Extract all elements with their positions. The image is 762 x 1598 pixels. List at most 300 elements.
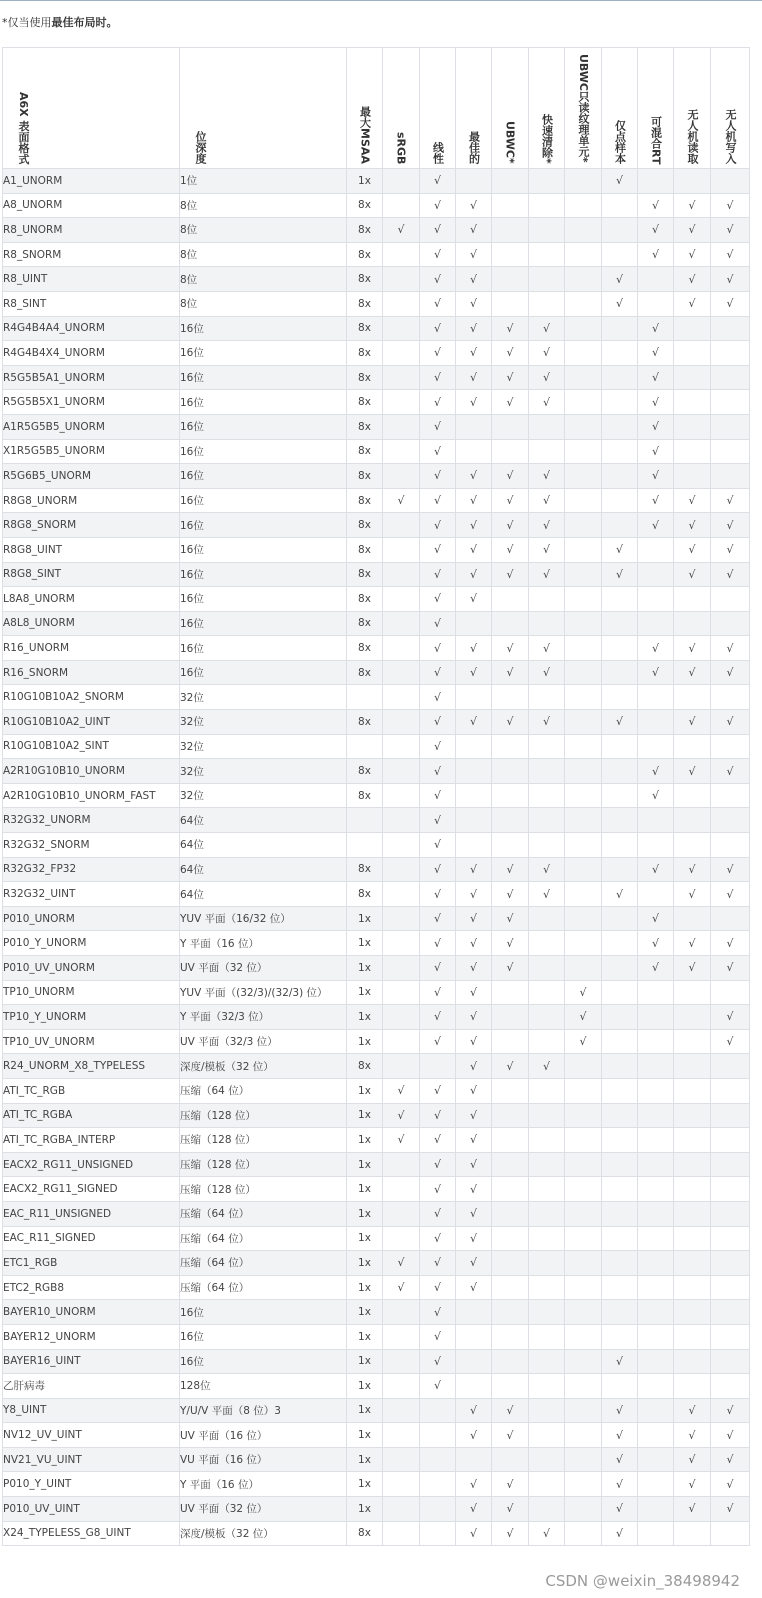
check-cell (492, 1128, 529, 1153)
check-mark-icon: √ (433, 862, 441, 876)
check-cell (674, 734, 711, 759)
format-name-cell: BAYER12_UNORM (3, 1324, 180, 1349)
check-mark-icon: √ (433, 616, 441, 630)
check-mark-icon: √ (433, 297, 441, 311)
check-mark-icon: √ (506, 1059, 514, 1073)
check-cell (638, 1152, 674, 1177)
check-cell (638, 169, 674, 194)
check-mark-icon: √ (726, 223, 734, 237)
max-msaa-cell (347, 734, 383, 759)
table-row (3, 833, 750, 858)
check-mark-icon: √ (651, 395, 659, 409)
check-cell (420, 1374, 456, 1399)
bit-depth-cell: UV 平面（32/3 位） (180, 1029, 347, 1054)
check-cell (383, 1005, 420, 1030)
check-cell (602, 537, 638, 562)
check-mark-icon: √ (469, 494, 477, 508)
check-cell (602, 218, 638, 243)
check-cell (456, 1275, 492, 1300)
max-msaa-cell: 1x (347, 1128, 383, 1153)
check-cell (638, 439, 674, 464)
check-cell (602, 1398, 638, 1423)
check-cell (456, 1177, 492, 1202)
check-cell (602, 291, 638, 316)
check-cell (711, 169, 750, 194)
check-mark-icon: √ (433, 912, 441, 926)
check-cell (383, 734, 420, 759)
check-cell (529, 808, 565, 833)
check-cell (492, 1497, 529, 1522)
bit-depth-cell: 16位 (180, 562, 347, 587)
check-cell (565, 464, 602, 489)
check-cell (711, 734, 750, 759)
check-cell (711, 365, 750, 390)
check-cell (420, 242, 456, 267)
check-cell (529, 1128, 565, 1153)
check-cell (492, 488, 529, 513)
check-cell (492, 956, 529, 981)
check-cell (420, 1300, 456, 1325)
check-mark-icon: √ (506, 862, 514, 876)
check-cell (638, 587, 674, 612)
check-cell (529, 1324, 565, 1349)
check-cell (492, 710, 529, 735)
check-cell (383, 267, 420, 292)
check-cell (456, 1472, 492, 1497)
check-mark-icon: √ (433, 789, 441, 803)
check-cell (383, 1128, 420, 1153)
check-mark-icon: √ (651, 494, 659, 508)
check-mark-icon: √ (651, 764, 659, 778)
check-cell (602, 734, 638, 759)
max-msaa-cell: 8x (347, 267, 383, 292)
check-cell (565, 267, 602, 292)
check-cell (565, 365, 602, 390)
check-cell (529, 464, 565, 489)
bit-depth-cell: 16位 (180, 464, 347, 489)
max-msaa-cell: 8x (347, 291, 383, 316)
check-cell (492, 1054, 529, 1079)
format-name-cell: R8G8_UNORM (3, 488, 180, 513)
max-msaa-cell: 8x (347, 390, 383, 415)
check-cell (602, 488, 638, 513)
check-cell (711, 1005, 750, 1030)
col-header-bit-depth: 位深度 (180, 48, 347, 169)
check-mark-icon: √ (469, 887, 477, 901)
check-cell (711, 1423, 750, 1448)
check-cell (456, 169, 492, 194)
check-cell (711, 316, 750, 341)
format-name-cell: EAC_R11_SIGNED (3, 1226, 180, 1251)
max-msaa-cell: 8x (347, 242, 383, 267)
format-name-cell: NV21_VU_UINT (3, 1447, 180, 1472)
check-cell (492, 1324, 529, 1349)
check-cell (383, 1349, 420, 1374)
bit-depth-cell: 16位 (180, 390, 347, 415)
check-cell (565, 1251, 602, 1276)
check-cell (638, 1078, 674, 1103)
check-cell (383, 1029, 420, 1054)
max-msaa-cell (347, 685, 383, 710)
check-mark-icon: √ (469, 543, 477, 557)
max-msaa-cell: 8x (347, 537, 383, 562)
check-cell (565, 1472, 602, 1497)
check-cell (638, 365, 674, 390)
check-cell (529, 636, 565, 661)
check-cell (456, 1128, 492, 1153)
check-cell (420, 1423, 456, 1448)
check-mark-icon: √ (433, 567, 441, 581)
check-mark-icon: √ (433, 1330, 441, 1344)
check-cell (565, 1300, 602, 1325)
check-cell (565, 1374, 602, 1399)
check-mark-icon: √ (615, 174, 623, 188)
check-mark-icon: √ (542, 567, 550, 581)
check-cell (602, 316, 638, 341)
table-row (3, 808, 750, 833)
check-cell (638, 1029, 674, 1054)
bit-depth-cell: 16位 (180, 316, 347, 341)
check-cell (711, 562, 750, 587)
check-mark-icon: √ (726, 862, 734, 876)
table-row (3, 587, 750, 612)
check-mark-icon: √ (469, 1059, 477, 1073)
check-cell (492, 783, 529, 808)
check-cell (383, 833, 420, 858)
check-mark-icon: √ (726, 518, 734, 532)
check-mark-icon: √ (651, 666, 659, 680)
check-mark-icon: √ (542, 346, 550, 360)
check-mark-icon: √ (433, 395, 441, 409)
check-cell (638, 710, 674, 735)
check-mark-icon: √ (726, 1477, 734, 1491)
check-mark-icon: √ (651, 469, 659, 483)
check-cell (420, 734, 456, 759)
check-cell (456, 710, 492, 735)
format-name-cell: TP10_UNORM (3, 980, 180, 1005)
bit-depth-cell: UV 平面（16 位） (180, 1423, 347, 1448)
check-cell (492, 218, 529, 243)
check-cell (565, 193, 602, 218)
footnote (2, 14, 118, 30)
check-cell (638, 1275, 674, 1300)
check-mark-icon: √ (469, 985, 477, 999)
check-cell (420, 464, 456, 489)
check-cell (602, 365, 638, 390)
check-cell (565, 414, 602, 439)
check-cell (674, 1275, 711, 1300)
check-cell (529, 1275, 565, 1300)
table-row (3, 1472, 750, 1497)
check-cell (674, 906, 711, 931)
header-row (3, 48, 750, 169)
check-cell (420, 537, 456, 562)
table-row (3, 1005, 750, 1030)
max-msaa-cell: 8x (347, 464, 383, 489)
check-cell (383, 464, 420, 489)
check-cell (565, 833, 602, 858)
check-cell (638, 488, 674, 513)
check-cell (420, 587, 456, 612)
check-mark-icon: √ (615, 1477, 623, 1491)
check-mark-icon: √ (433, 1354, 441, 1368)
check-mark-icon: √ (726, 198, 734, 212)
check-cell (602, 1029, 638, 1054)
check-cell (420, 1472, 456, 1497)
check-cell (383, 1251, 420, 1276)
check-mark-icon: √ (469, 567, 477, 581)
format-name-cell: EACX2_RG11_SIGNED (3, 1177, 180, 1202)
check-mark-icon: √ (433, 764, 441, 778)
bit-depth-cell: 16位 (180, 439, 347, 464)
check-cell (565, 956, 602, 981)
check-cell (711, 1447, 750, 1472)
format-name-cell: A2R10G10B10_UNORM_FAST (3, 783, 180, 808)
check-cell (638, 1251, 674, 1276)
check-cell (565, 1078, 602, 1103)
check-cell (383, 1078, 420, 1103)
check-cell (492, 1201, 529, 1226)
check-cell (674, 710, 711, 735)
bit-depth-cell: 16位 (180, 1324, 347, 1349)
check-cell (492, 390, 529, 415)
check-mark-icon: √ (433, 223, 441, 237)
check-mark-icon: √ (651, 346, 659, 360)
check-cell (602, 513, 638, 538)
check-cell (638, 1497, 674, 1522)
check-cell (529, 414, 565, 439)
check-cell (420, 341, 456, 366)
check-mark-icon: √ (615, 1526, 623, 1540)
check-cell (529, 1472, 565, 1497)
check-cell (602, 1177, 638, 1202)
check-cell (420, 1324, 456, 1349)
check-cell (638, 218, 674, 243)
check-cell (383, 439, 420, 464)
check-cell (383, 611, 420, 636)
check-cell (529, 169, 565, 194)
check-cell (529, 1251, 565, 1276)
table-row (3, 1054, 750, 1079)
check-cell (674, 980, 711, 1005)
table-row (3, 1447, 750, 1472)
check-cell (602, 931, 638, 956)
col-header-blendable-rt: 可混合RT (638, 48, 674, 169)
check-mark-icon: √ (615, 1403, 623, 1417)
check-cell (492, 1005, 529, 1030)
check-cell (711, 537, 750, 562)
check-mark-icon: √ (469, 395, 477, 409)
check-cell (674, 464, 711, 489)
bit-depth-cell: 压缩（64 位） (180, 1201, 347, 1226)
check-cell (529, 980, 565, 1005)
check-cell (711, 660, 750, 685)
check-cell (529, 1497, 565, 1522)
check-mark-icon: √ (688, 862, 696, 876)
check-cell (602, 390, 638, 415)
check-cell (492, 439, 529, 464)
check-cell (420, 833, 456, 858)
col-header-srgb: sRGB (383, 48, 420, 169)
format-name-cell: R16_SNORM (3, 660, 180, 685)
check-mark-icon: √ (688, 764, 696, 778)
check-cell (456, 1521, 492, 1546)
check-cell (711, 193, 750, 218)
check-mark-icon: √ (469, 936, 477, 950)
check-mark-icon: √ (433, 1035, 441, 1049)
format-name-cell: R10G10B10A2_UINT (3, 710, 180, 735)
check-mark-icon: √ (433, 715, 441, 729)
table-row (3, 1201, 750, 1226)
check-cell (602, 562, 638, 587)
check-cell (456, 1054, 492, 1079)
bit-depth-cell: 压缩（128 位） (180, 1152, 347, 1177)
check-cell (674, 291, 711, 316)
check-mark-icon: √ (469, 1256, 477, 1270)
check-cell (674, 267, 711, 292)
check-cell (565, 660, 602, 685)
check-cell (492, 1521, 529, 1546)
check-cell (420, 1398, 456, 1423)
bit-depth-cell: 32位 (180, 734, 347, 759)
check-cell (711, 1472, 750, 1497)
check-mark-icon: √ (469, 666, 477, 680)
check-cell (711, 783, 750, 808)
check-cell (456, 1349, 492, 1374)
check-mark-icon: √ (726, 1453, 734, 1467)
check-cell (420, 808, 456, 833)
check-cell (711, 1275, 750, 1300)
check-cell (711, 1029, 750, 1054)
check-cell (602, 1103, 638, 1128)
check-mark-icon: √ (433, 1108, 441, 1122)
check-cell (420, 956, 456, 981)
check-mark-icon: √ (579, 1010, 587, 1024)
bit-depth-cell: Y/U/V 平面（8 位）3 (180, 1398, 347, 1423)
check-mark-icon: √ (688, 887, 696, 901)
bit-depth-cell: 32位 (180, 759, 347, 784)
check-cell (492, 734, 529, 759)
check-cell (456, 414, 492, 439)
check-mark-icon: √ (688, 198, 696, 212)
check-cell (674, 562, 711, 587)
check-mark-icon: √ (542, 862, 550, 876)
check-mark-icon: √ (651, 936, 659, 950)
check-cell (711, 1251, 750, 1276)
check-cell (529, 316, 565, 341)
check-cell (492, 1226, 529, 1251)
check-mark-icon: √ (506, 887, 514, 901)
max-msaa-cell: 8x (347, 783, 383, 808)
format-name-cell: R8_UINT (3, 267, 180, 292)
check-cell (383, 291, 420, 316)
check-cell (638, 759, 674, 784)
check-mark-icon: √ (726, 961, 734, 975)
bit-depth-cell: UV 平面（32 位） (180, 956, 347, 981)
check-mark-icon: √ (651, 862, 659, 876)
check-cell (602, 1226, 638, 1251)
check-cell (638, 341, 674, 366)
check-mark-icon: √ (651, 912, 659, 926)
check-cell (565, 439, 602, 464)
check-cell (638, 267, 674, 292)
check-cell (383, 906, 420, 931)
format-name-cell: TP10_UV_UNORM (3, 1029, 180, 1054)
check-mark-icon: √ (397, 1108, 405, 1122)
check-cell (565, 1103, 602, 1128)
check-cell (711, 242, 750, 267)
check-cell (602, 882, 638, 907)
check-cell (565, 734, 602, 759)
check-cell (674, 1078, 711, 1103)
check-cell (456, 587, 492, 612)
check-cell (529, 685, 565, 710)
table-row (3, 1226, 750, 1251)
bit-depth-cell: 32位 (180, 685, 347, 710)
check-mark-icon: √ (726, 1010, 734, 1024)
check-cell (529, 562, 565, 587)
bit-depth-cell: 16位 (180, 537, 347, 562)
check-mark-icon: √ (433, 1305, 441, 1319)
check-cell (383, 759, 420, 784)
check-cell (674, 956, 711, 981)
check-cell (492, 759, 529, 784)
check-mark-icon: √ (469, 1231, 477, 1245)
bit-depth-cell: YUV 平面（(32/3)/(32/3) 位） (180, 980, 347, 1005)
bit-depth-cell: 压缩（64 位） (180, 1078, 347, 1103)
check-cell (529, 341, 565, 366)
check-cell (711, 759, 750, 784)
table-row (3, 1374, 750, 1399)
check-mark-icon: √ (615, 567, 623, 581)
max-msaa-cell: 1x (347, 1374, 383, 1399)
check-mark-icon: √ (542, 1059, 550, 1073)
table-row (3, 537, 750, 562)
check-cell (638, 808, 674, 833)
check-mark-icon: √ (433, 1182, 441, 1196)
check-mark-icon: √ (506, 666, 514, 680)
check-cell (420, 439, 456, 464)
check-cell (420, 193, 456, 218)
table-row (3, 365, 750, 390)
check-mark-icon: √ (688, 272, 696, 286)
check-mark-icon: √ (506, 567, 514, 581)
check-mark-icon: √ (726, 543, 734, 557)
check-mark-icon: √ (469, 912, 477, 926)
check-cell (674, 808, 711, 833)
table-row (3, 1324, 750, 1349)
check-cell (383, 660, 420, 685)
format-name-cell: R5G5B5A1_UNORM (3, 365, 180, 390)
check-cell (383, 242, 420, 267)
check-mark-icon: √ (688, 1403, 696, 1417)
check-cell (674, 636, 711, 661)
check-mark-icon: √ (469, 1108, 477, 1122)
check-cell (602, 1078, 638, 1103)
check-cell (674, 1374, 711, 1399)
check-cell (456, 1103, 492, 1128)
table-row (3, 636, 750, 661)
table-row (3, 734, 750, 759)
check-cell (383, 537, 420, 562)
check-cell (529, 390, 565, 415)
check-cell (638, 1201, 674, 1226)
check-cell (674, 759, 711, 784)
check-mark-icon: √ (469, 346, 477, 360)
check-cell (674, 1472, 711, 1497)
check-cell (529, 193, 565, 218)
check-cell (674, 685, 711, 710)
